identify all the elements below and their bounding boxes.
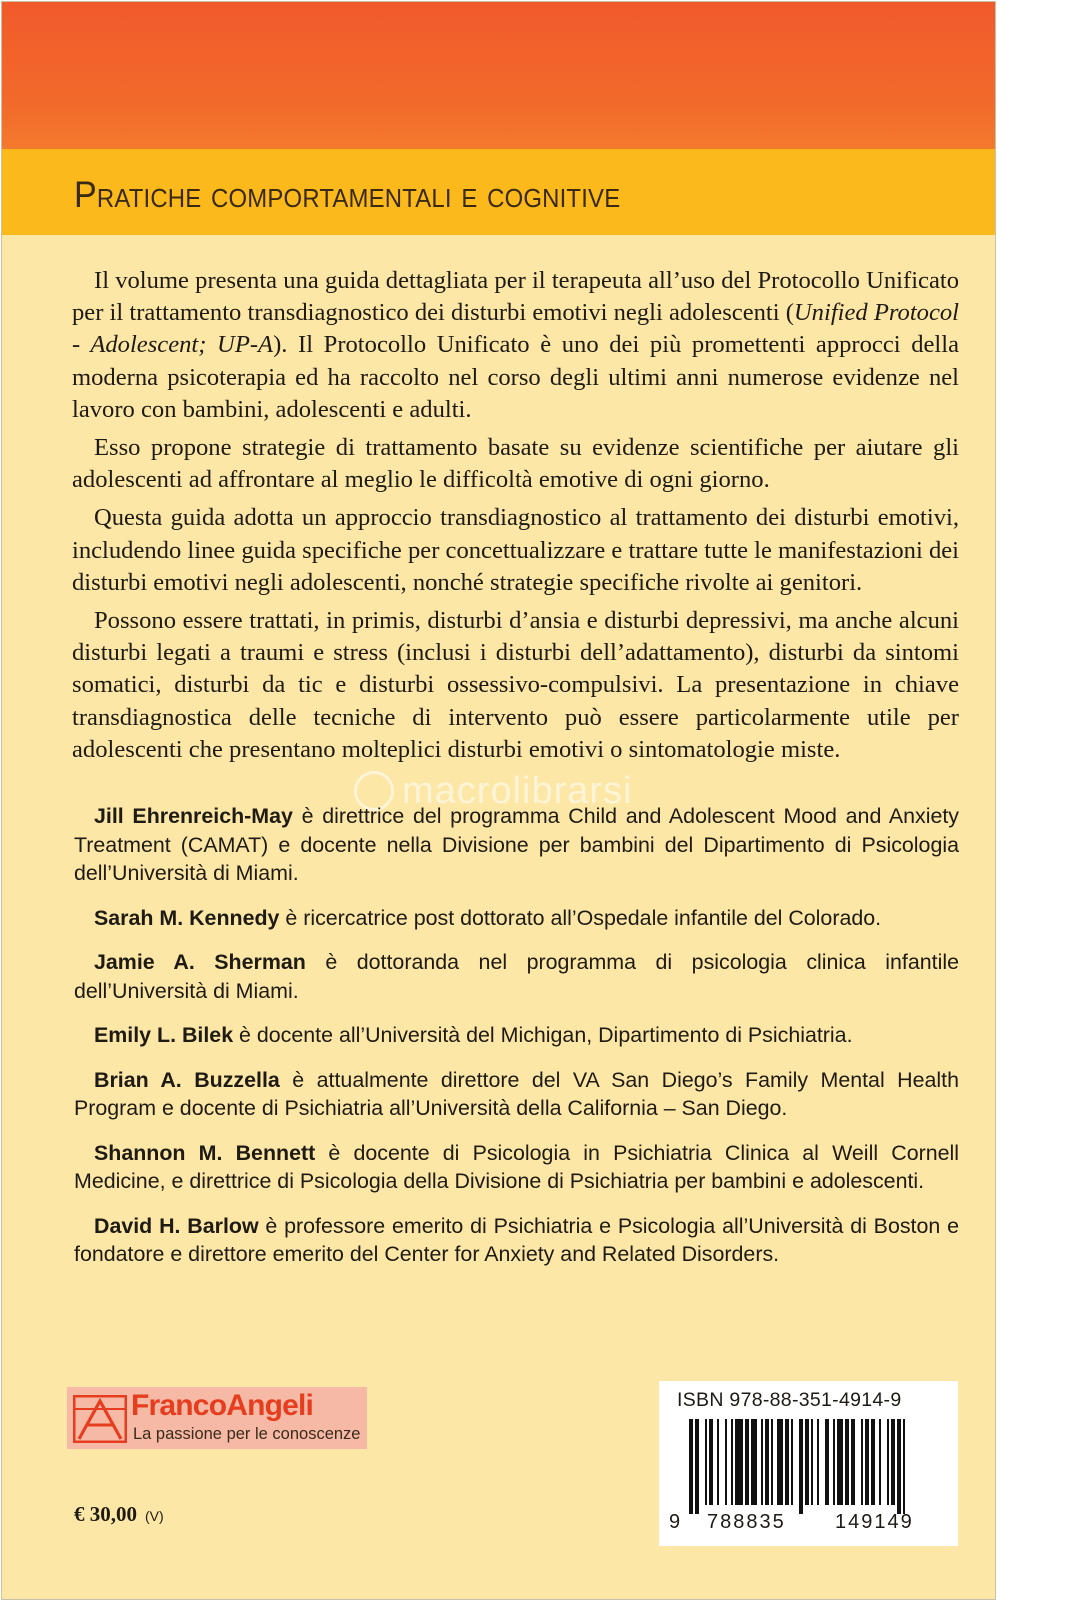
- price-amount: € 30,00: [74, 1502, 137, 1526]
- barcode-digits-left: 788835: [707, 1511, 786, 1533]
- barcode-bar: [887, 1419, 889, 1505]
- barcode-bar: [833, 1419, 835, 1505]
- watermark: macrolibrarsi: [354, 770, 632, 813]
- book-description: [72, 265, 959, 772]
- author-name: Brian A. Buzzella: [94, 1067, 280, 1092]
- author-bio: Jill Ehrenreich-May è direttrice del programma Child and Adolescent Mood and Anxiety Treatment (CAMAT) e docente nella Divisione per bambini del Dipartimento di Psicologia dell’Università di Miami.: [74, 804, 960, 885]
- barcode-bar: [771, 1419, 773, 1505]
- barcode-bar: [871, 1419, 875, 1505]
- author-bio: Sarah M. Kennedy è ricercatrice post dottorato all’Ospedale infantile del Colorado.: [94, 905, 882, 930]
- barcode-bar: [689, 1419, 693, 1514]
- description-paragraph: Possono essere trattati, in primis, disturbi d’ansia e disturbi depressivi, ma anche alcuni disturbi legati a traumi e stress (inclusi i disturbi dell’adattamento), disturbi da sintomi somatici, disturbi da tic e disturbi ossessivo-compulsivi. La presentazione in chiave transdiagnostica delle tecniche di intervento può essere particolarmente utile per adolescenti che presentano molteplici disturbi emotivi o sintomatologie miste.: [72, 607, 959, 763]
- author-name: Jill Ehrenreich-May: [94, 804, 293, 828]
- barcode-icon: [689, 1419, 939, 1514]
- barcode-digits: [659, 1511, 958, 1539]
- price: [74, 1502, 164, 1527]
- barcode-bar: [879, 1419, 881, 1505]
- barcode-label: [659, 1381, 958, 1546]
- author-name: Shannon M. Bennett: [94, 1140, 316, 1165]
- barcode-bar: [725, 1419, 727, 1505]
- barcode-bar: [811, 1419, 813, 1505]
- description-paragraph: Questa guida adotta un approccio transdiagnostico al trattamento dei disturbi emotivi, includendo linee guida specifiche per concettualizzare e trattare tutte le manifestazioni dei disturbi emotivi negli adolescenti, nonché strategie specifiche rivolte ai genitori.: [72, 504, 959, 596]
- publisher-tagline: La passione per le conoscenze: [133, 1425, 361, 1443]
- barcode-bar: [717, 1419, 719, 1505]
- barcode-bar: [891, 1419, 895, 1505]
- barcode-bar: [845, 1419, 849, 1505]
- barcode-bar: [777, 1419, 783, 1505]
- publisher-logo: [67, 1387, 367, 1449]
- barcode-bar: [851, 1419, 855, 1505]
- author-bio: Emily L. Bilek è docente all’Università del Michigan, Dipartimento di Psichiatria.: [94, 1023, 853, 1047]
- barcode-bar: [825, 1419, 829, 1505]
- barcode-bar: [731, 1419, 733, 1505]
- barcode-bar: [709, 1419, 713, 1505]
- series-title: Pratiche comportamentali e cognitive: [74, 174, 621, 215]
- barcode-bar: [705, 1419, 707, 1505]
- barcode-bar: [805, 1419, 809, 1505]
- book-back-cover: [1, 1, 996, 1600]
- barcode-digit-first: 9: [669, 1511, 683, 1533]
- author-bio: Shannon M. Bennett è docente di Psicologia in Psichiatria Clinica al Weill Cornell Medicine, e direttrice di Psicologia della Divisione di Psichiatria per bambini e adolescenti.: [74, 1140, 960, 1193]
- barcode-bar: [761, 1419, 763, 1505]
- barcode-bar: [735, 1419, 743, 1505]
- description-paragraph: Esso propone strategie di trattamento basate su evidenze scientifiche per aiutare gli adolescenti ad affrontare al meglio le difficoltà emotive di ogni giorno.: [72, 434, 959, 494]
- barcode-bar: [817, 1419, 819, 1505]
- protocol-name: Unified Protocol - Adolescent; UP-A: [72, 299, 959, 359]
- barcode-bar: [765, 1419, 769, 1505]
- author-name: Jamie A. Sherman: [94, 950, 306, 974]
- author-bio: Brian A. Buzzella è attualmente direttore del VA San Diego’s Family Mental Health Program e docente di Psichiatria all’Università della California – San Diego.: [74, 1067, 960, 1120]
- author-name: David H. Barlow: [94, 1213, 259, 1238]
- barcode-bar: [897, 1419, 901, 1514]
- barcode-bar: [751, 1419, 757, 1505]
- author-bio: David H. Barlow è professore emerito di Psichiatria e Psicologia all’Università di Boston e fondatore e direttore emerito del Center for Anxiety and Related Disorders.: [74, 1213, 959, 1266]
- barcode-bar: [785, 1419, 789, 1505]
- publisher-emblem-icon: [73, 1395, 127, 1443]
- publisher-name: FrancoAngeli: [131, 1389, 314, 1422]
- barcode-bar: [799, 1419, 803, 1514]
- author-bios: [74, 802, 959, 1285]
- author-name: Emily L. Bilek: [94, 1023, 234, 1047]
- orange-header-band: [2, 2, 995, 149]
- barcode-digits-right: 149149: [835, 1511, 914, 1533]
- barcode-bar: [837, 1419, 843, 1505]
- barcode-bar: [791, 1419, 793, 1505]
- vat-code: (V): [145, 1508, 164, 1524]
- barcode-bar: [865, 1419, 869, 1505]
- barcode-bar: [695, 1419, 699, 1514]
- author-name: Sarah M. Kennedy: [94, 905, 280, 930]
- barcode-bar: [745, 1419, 749, 1505]
- author-bio: Jamie A. Sherman è dottoranda nel programma di psicologia clinica infantile dell’Università di Miami.: [74, 950, 959, 1003]
- barcode-bar: [861, 1419, 863, 1505]
- isbn-text: ISBN 978-88-351-4914-9: [677, 1389, 902, 1411]
- description-paragraph: Il volume presenta una guida dettagliata per il terapeuta all’uso del Protocollo Unificato per il trattamento transdiagnostico dei disturbi emotivi negli adolescenti (Unified Protocol - Adolescent; UP-A). Il Protocollo Unificato è uno dei più promettenti approcci della moderna psicoterapia ed ha raccolto nel corso degli ultimi anni numerose evidenze nel lavoro con bambini, adolescenti e adulti.: [72, 267, 959, 423]
- barcode-bar: [903, 1419, 905, 1514]
